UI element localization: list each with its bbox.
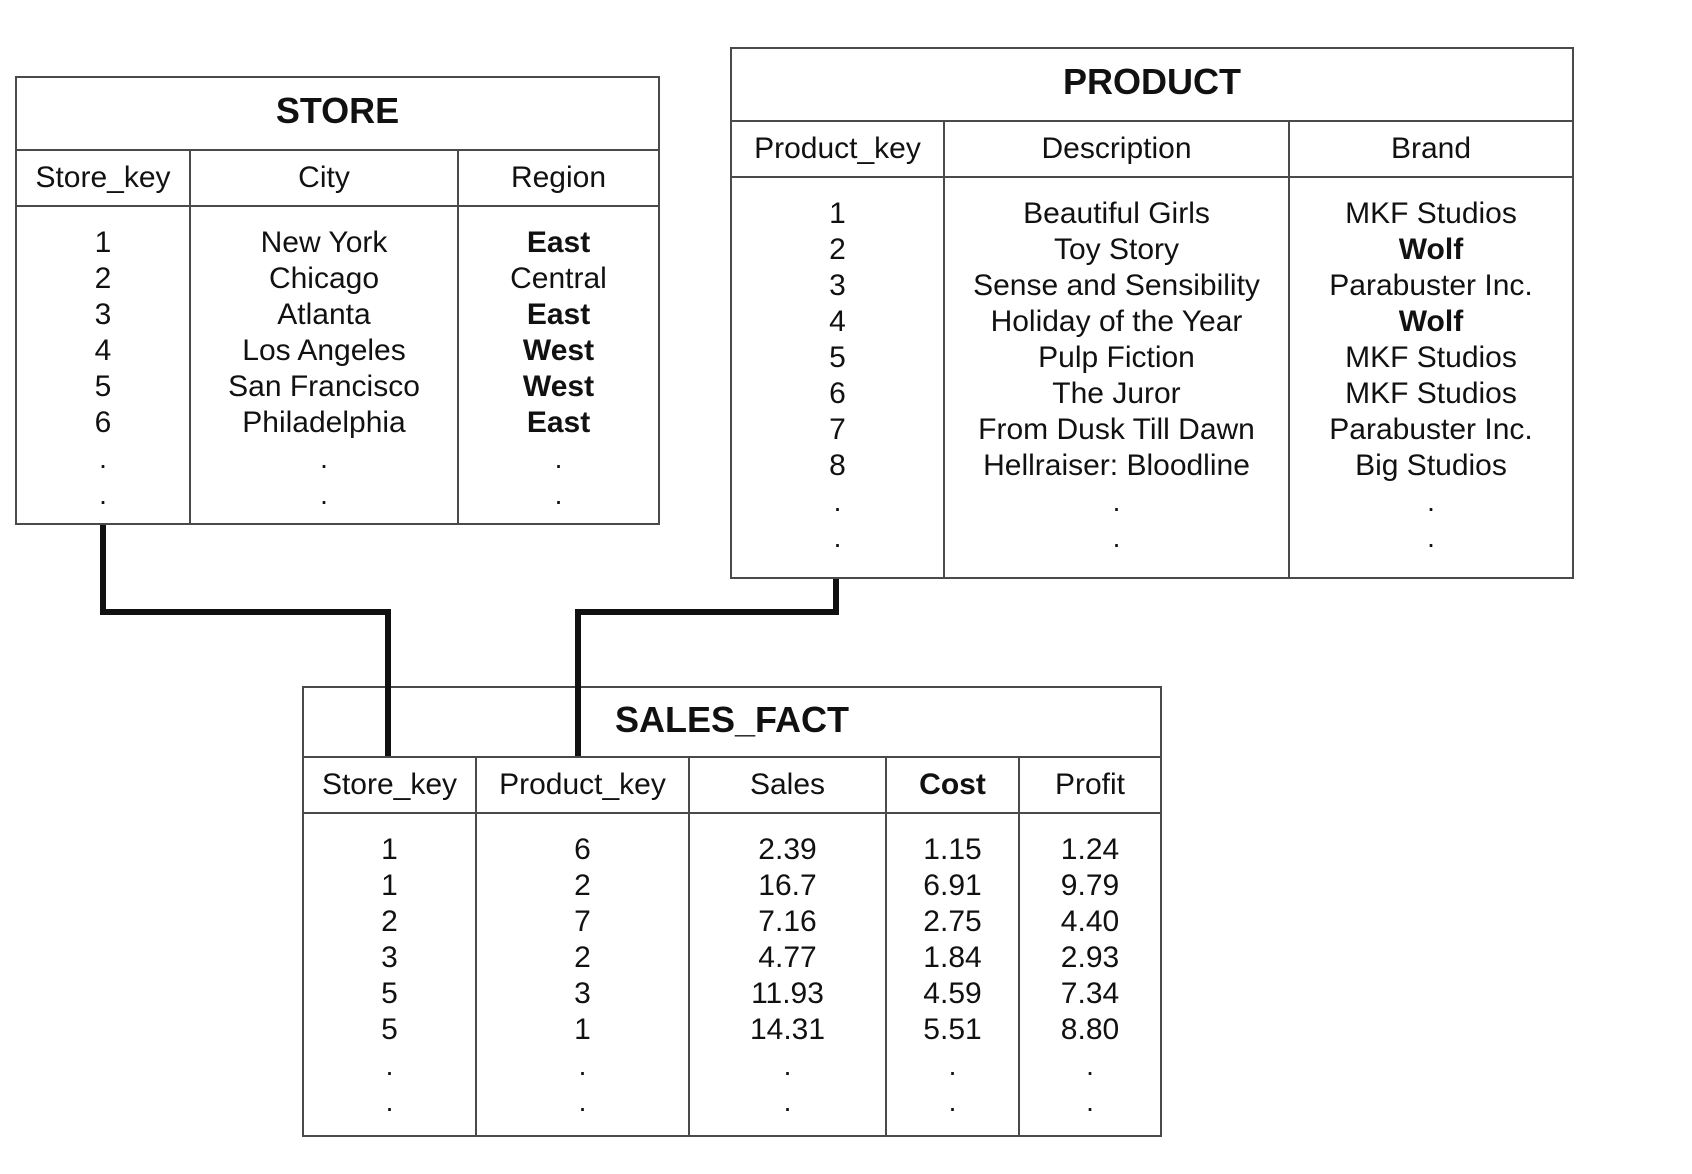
store-cell: 3 [94,298,112,331]
store-cell: New York [260,226,388,259]
store-cell: Central [510,262,607,295]
product-cell: 7 [829,413,846,446]
product-cell: 3 [829,269,846,302]
sales-fact-cell: 1 [574,1013,591,1046]
product-header-description: Description [945,122,1290,176]
store-cell: West [522,334,595,367]
product-cell: Big Studios [1355,449,1507,482]
product-cell: MKF Studios [1345,197,1517,230]
product-cell: From Dusk Till Dawn [978,413,1255,446]
sales-fact-cell: 1.84 [923,941,982,974]
sales-fact-cell: 3 [574,977,591,1010]
store-header-city: City [191,151,459,205]
store-ellipsis: . [554,479,563,510]
sales-fact-cell: 3 [381,941,398,974]
product-ellipsis: . [1112,522,1121,553]
store-cell: 4 [94,334,112,367]
product-cell: Pulp Fiction [1038,341,1195,374]
store-cell: Philadelphia [242,406,406,439]
sales-fact-cell: 4.40 [1060,905,1120,938]
sales-fact-cell: 5 [381,977,398,1010]
sales-fact-header-product-key: Product_key [477,758,690,812]
product-cell: MKF Studios [1345,341,1517,374]
product-ellipsis: . [833,486,842,517]
sales-fact-cell: 1 [381,833,398,866]
product-cell: 4 [829,305,846,338]
store-cell: East [526,226,591,259]
sales-fact-ellipsis: . [948,1050,957,1081]
store-cell: Los Angeles [242,334,406,367]
sales-fact-ellipsis: . [1086,1050,1094,1081]
store-cell: East [526,298,591,331]
store-cell: 6 [94,406,112,439]
sales-fact-cell: 11.93 [751,977,824,1010]
product-table-title: PRODUCT [732,49,1572,122]
sales-fact-table-title: SALES_FACT [304,688,1160,758]
sales-fact-ellipsis: . [1086,1086,1094,1117]
sales-fact-cell: 5 [381,1013,398,1046]
sales-fact-cell: 1 [381,869,398,902]
product-to-sales-fact-connector [578,579,836,756]
sales-fact-cell: 7 [574,905,591,938]
sales-fact-cell: 9.79 [1060,869,1120,902]
product-header-brand: Brand [1390,132,1472,165]
product-cell: Hellraiser: Bloodline [983,449,1250,482]
store-cell: 1 [94,226,112,259]
sales-fact-ellipsis: . [385,1086,394,1117]
sales-fact-header-sales: Sales [690,758,887,812]
product-ellipsis: . [1427,522,1435,553]
sales-fact-cell: 8.80 [1060,1013,1120,1046]
store-cell: Chicago [268,262,380,295]
sales-fact-cell: 6 [574,833,591,866]
sales-fact-cell: 2.93 [1060,941,1120,974]
product-cell: Wolf [1398,305,1464,338]
sales-fact-ellipsis: . [948,1086,957,1117]
store-cell: 5 [94,370,112,403]
sales-fact-cell: 2 [381,905,398,938]
product-cell: MKF Studios [1345,377,1517,410]
sales-fact-cell: 7.34 [1060,977,1120,1010]
product-cell: Parabuster Inc. [1329,269,1533,302]
product-cell: Sense and Sensibility [973,269,1260,302]
product-cell: 8 [829,449,846,482]
store-ellipsis: . [99,479,107,510]
product-cell: 2 [829,233,846,266]
sales-fact-cell: 2 [574,941,591,974]
sales-fact-cell: 4.77 [758,941,817,974]
product-ellipsis: . [1427,486,1435,517]
product-cell: Toy Story [1053,233,1180,266]
store-ellipsis: . [320,443,328,474]
product-cell: Holiday of the Year [990,305,1243,338]
sales-fact-header-cost: Cost [887,758,1020,812]
product-ellipsis: . [1112,486,1121,517]
sales-fact-ellipsis: . [578,1050,587,1081]
store-cell: Atlanta [277,298,371,331]
sales-fact-cell: 1.15 [923,833,982,866]
product-cell: 1 [829,197,846,230]
store-ellipsis: . [99,443,107,474]
sales-fact-ellipsis: . [385,1050,394,1081]
store-header-store-key: Store_key [17,151,191,205]
product-cell: 6 [829,377,846,410]
store-header-region: Region [510,161,607,194]
product-ellipsis: . [833,522,842,553]
sales-fact-header-store-key: Store_key [304,758,477,812]
sales-fact-ellipsis: . [783,1086,792,1117]
sales-fact-cell: 7.16 [758,905,817,938]
store-cell: West [522,370,595,403]
product-cell: The Juror [1052,377,1181,410]
store-cell: San Francisco [228,370,420,403]
sales-fact-ellipsis: . [578,1086,587,1117]
product-cell: Wolf [1398,233,1464,266]
sales-fact-ellipsis: . [783,1050,792,1081]
sales-fact-cell: 2.39 [758,833,817,866]
sales-fact-cell: 14.31 [749,1013,826,1046]
sales-fact-cell: 1.24 [1060,833,1120,866]
sales-fact-cell: 2.75 [923,905,982,938]
sales-fact-cell: 2 [574,869,591,902]
store-ellipsis: . [554,443,563,474]
product-cell: Beautiful Girls [1023,197,1210,230]
sales-fact-cell: 5.51 [923,1013,982,1046]
store-cell: 2 [94,262,112,295]
sales-fact-cell: 16.7 [758,869,817,902]
product-cell: 5 [829,341,846,374]
sales-fact-cell: 6.91 [923,869,982,902]
store-cell: East [526,406,591,439]
product-header-product-key: Product_key [732,122,945,176]
store-ellipsis: . [320,479,328,510]
store-to-sales-fact-connector [103,525,388,756]
product-cell: Parabuster Inc. [1329,413,1533,446]
sales-fact-cell: 4.59 [923,977,982,1010]
store-table-title: STORE [17,78,658,151]
sales-fact-header-profit: Profit [1054,768,1126,801]
